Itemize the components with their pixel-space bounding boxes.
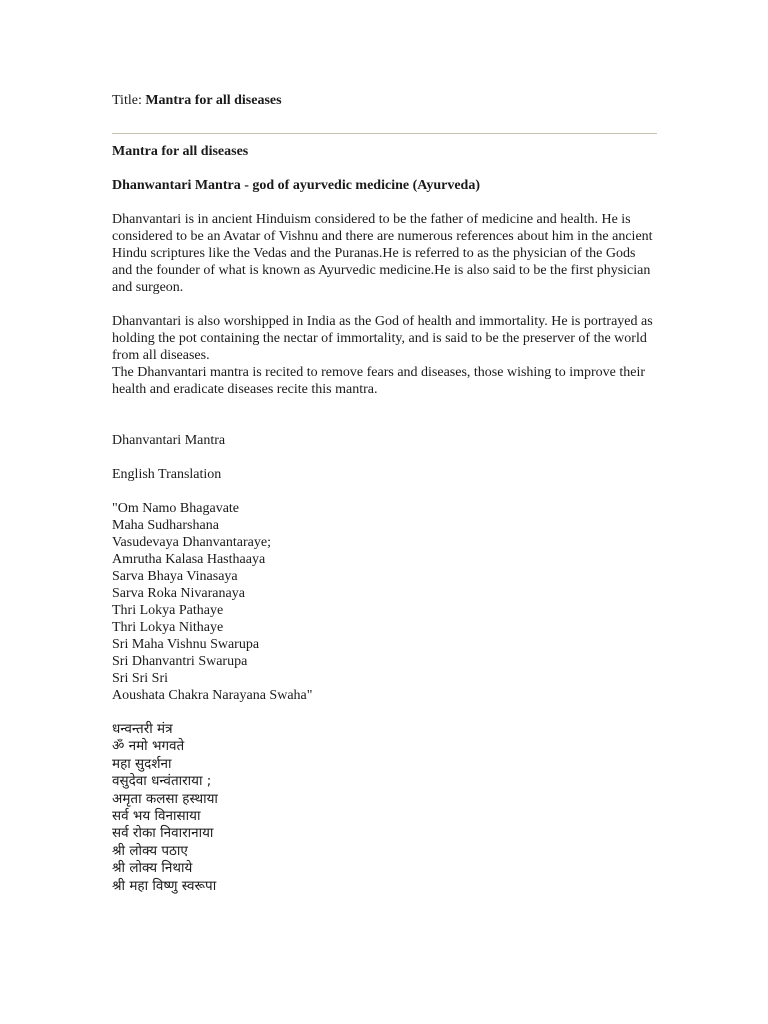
english-line: Maha Sudharshana [112, 518, 219, 533]
section-heading: Mantra for all diseases [112, 144, 249, 159]
hindi-line: श्री लोक्य पठाए [112, 842, 188, 859]
title-value: Mantra for all diseases [145, 93, 282, 108]
english-line: Sri Dhanvantri Swarupa [112, 654, 248, 669]
hindi-line: सर्व भय विनासाया [112, 808, 201, 825]
english-translation-label: English Translation [112, 467, 222, 482]
english-line: "Om Namo Bhagavate [112, 501, 240, 516]
mantra-title: Dhanvantari Mantra [112, 433, 226, 448]
english-line: Aoushata Chakra Narayana Swaha" [112, 688, 313, 703]
english-line: Thri Lokya Pathaye [112, 603, 224, 618]
english-mantra-lines [112, 500, 657, 704]
english-line: Sarva Roka Nivaranaya [112, 586, 245, 601]
title-label: Title: [112, 93, 142, 108]
english-line: Sri Sri Sri [112, 671, 169, 686]
hindi-line: सर्व रोका निवारानाया [112, 825, 214, 842]
english-line: Amrutha Kalasa Hasthaaya [112, 552, 266, 567]
english-line: Sri Maha Vishnu Swarupa [112, 637, 260, 652]
hindi-mantra-lines [112, 721, 657, 895]
english-line: Sarva Bhaya Vinasaya [112, 569, 238, 584]
hindi-line: वसुदेवा धन्वंताराया ; [112, 773, 212, 790]
section-subheading: Dhanwantari Mantra - god of ayurvedic medicine (Ayurveda) [112, 178, 480, 193]
hindi-line: ॐ नमो भगवते [112, 738, 185, 755]
horizontal-rule [112, 133, 657, 134]
hindi-line: श्री महा विष्णु स्वरूपा [112, 877, 217, 894]
document-body [112, 92, 657, 895]
hindi-line: धन्वन्तरी मंत्र [112, 721, 173, 737]
paragraph-intro: Dhanvantari is in ancient Hinduism considered to be the father of medicine and health. He is considered to be an Avatar of Vishnu and there are numerous references about him in the ancient Hindu scriptures like the Vedas and the Puranas.He is referred to as the physician of the Gods and the founder of what is known as Ayurvedic medicine.He is also said to be the first physician and surgeon. [112, 212, 653, 295]
paragraph-recital: The Dhanvantari mantra is recited to remove fears and diseases, those wishing to improve their health and eradicate diseases recite this mantra. [112, 365, 645, 397]
hindi-line: अमृता कलसा हस्थाया [112, 790, 218, 807]
english-line: Vasudevaya Dhanvantaraye; [112, 535, 271, 550]
document-title [112, 92, 657, 109]
paragraph-worship: Dhanvantari is also worshipped in India as the God of health and immortality. He is portrayed as holding the pot containing the nectar of immortality, and is said to be the preserver of the world from all diseases. [112, 314, 653, 363]
english-line: Thri Lokya Nithaye [112, 620, 224, 635]
hindi-line: श्री लोक्य निथाये [112, 860, 193, 877]
hindi-line: महा सुदर्शना [112, 755, 172, 772]
